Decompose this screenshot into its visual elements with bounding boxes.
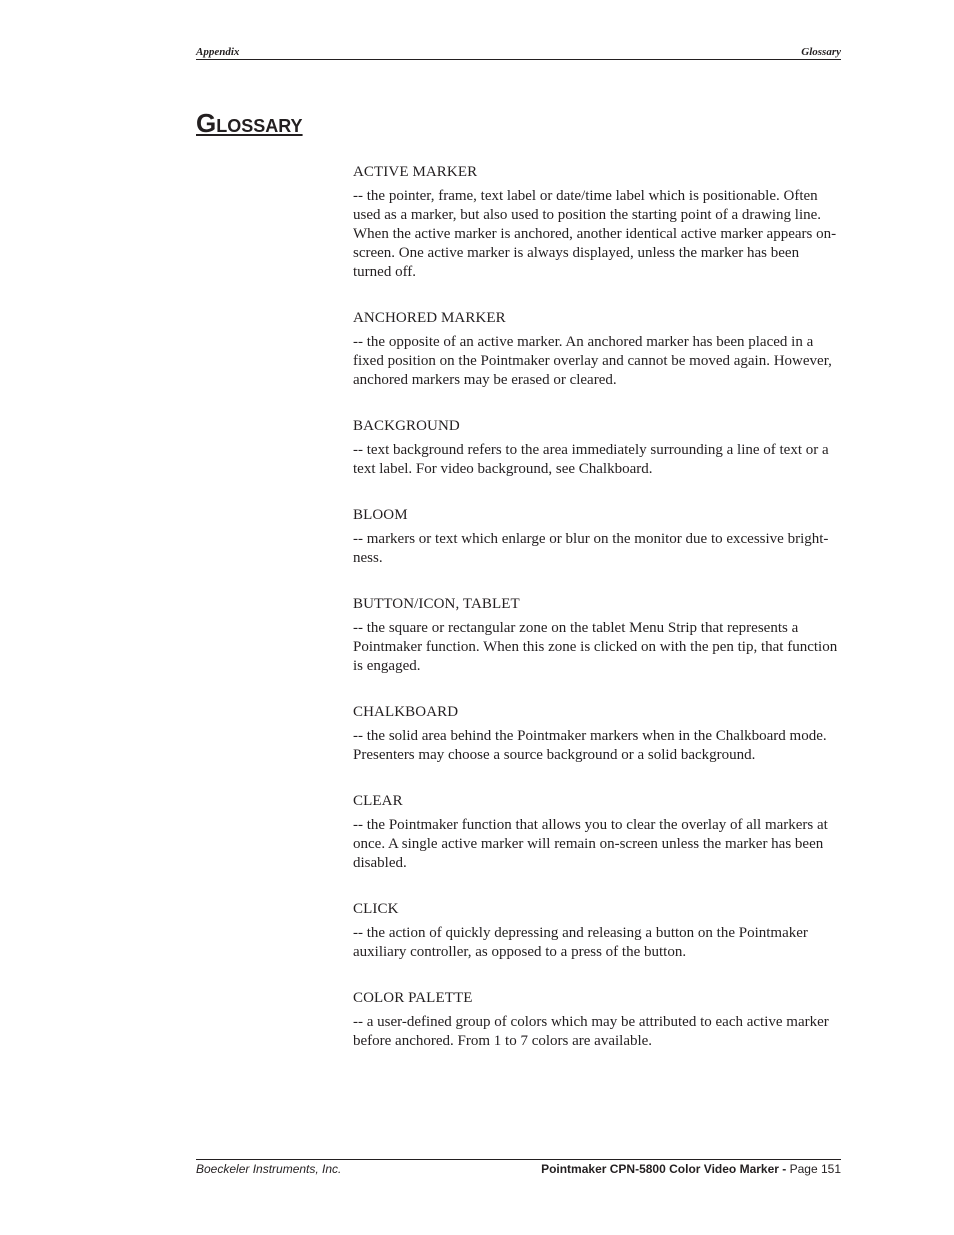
glossary-entry <box>353 309 841 390</box>
glossary-entry <box>353 595 841 676</box>
footer-product: Pointmaker CPN-5800 Color Video Marker - <box>541 1162 787 1176</box>
footer-page-info <box>541 1161 841 1177</box>
glossary-term: CLICK <box>353 901 399 917</box>
header-section: Appendix <box>196 46 240 58</box>
running-header <box>196 45 841 60</box>
page-title: Glossary <box>196 108 303 138</box>
running-footer <box>196 1159 841 1176</box>
footer-page-number: Page 151 <box>789 1162 841 1176</box>
glossary-term: CLEAR <box>353 793 403 809</box>
glossary-definition: -- a user-defined group of colors which may be attributed to each active marker before anchored. From 1 to 7 colors are available. <box>353 1014 829 1049</box>
glossary-entry <box>353 506 841 568</box>
glossary-definition: -- the action of quickly depressing and releasing a button on the Pointmaker auxiliary controller, as opposed to a press of the button. <box>353 925 808 960</box>
glossary-list <box>353 163 841 1078</box>
glossary-entry <box>353 417 841 479</box>
glossary-entry <box>353 163 841 282</box>
footer-company: Boeckeler Instruments, Inc. <box>196 1162 342 1176</box>
glossary-definition: -- the opposite of an active marker. An anchored marker has been placed in a fixed position on the Pointmaker overlay and cannot be moved again. However, anchored markers may be erased or cleared. <box>353 334 832 388</box>
glossary-term: BUTTON/ICON, TABLET <box>353 596 520 612</box>
glossary-term: BACKGROUND <box>353 418 460 434</box>
glossary-definition: -- text background refers to the area immediately surrounding a line of text or a text label. For video background, see Chalkboard. <box>353 442 829 477</box>
glossary-definition: -- the pointer, frame, text label or date/time label which is positionable. Often used as a marker, but also used to position the starting point of a drawing line. When the active marker is anchored, another identical active marker appears on-screen. One active marker is always displayed, unless the marker has been turned off. <box>353 188 837 280</box>
glossary-entry <box>353 989 841 1051</box>
glossary-entry <box>353 703 841 765</box>
glossary-term: BLOOM <box>353 507 408 523</box>
glossary-definition: -- markers or text which enlarge or blur on the monitor due to excessive bright-ness. <box>353 531 829 566</box>
glossary-term: ANCHORED MARKER <box>353 310 506 326</box>
glossary-entry <box>353 900 841 962</box>
header-chapter: Glossary <box>801 46 841 58</box>
glossary-term: ACTIVE MARKER <box>353 164 478 180</box>
glossary-definition: -- the Pointmaker function that allows you to clear the overlay of all markers at once. A single active marker will remain on-screen unless the marker has been disabled. <box>353 817 828 871</box>
glossary-term: CHALKBOARD <box>353 704 459 720</box>
glossary-entry <box>353 792 841 873</box>
glossary-definition: -- the square or rectangular zone on the tablet Menu Strip that represents a Pointmaker function. When this zone is clicked on with the pen tip, that function is engaged. <box>353 620 838 674</box>
glossary-definition: -- the solid area behind the Pointmaker markers when in the Chalkboard mode. Presenters may choose a source background or a solid background. <box>353 728 827 763</box>
glossary-term: COLOR PALETTE <box>353 990 473 1006</box>
